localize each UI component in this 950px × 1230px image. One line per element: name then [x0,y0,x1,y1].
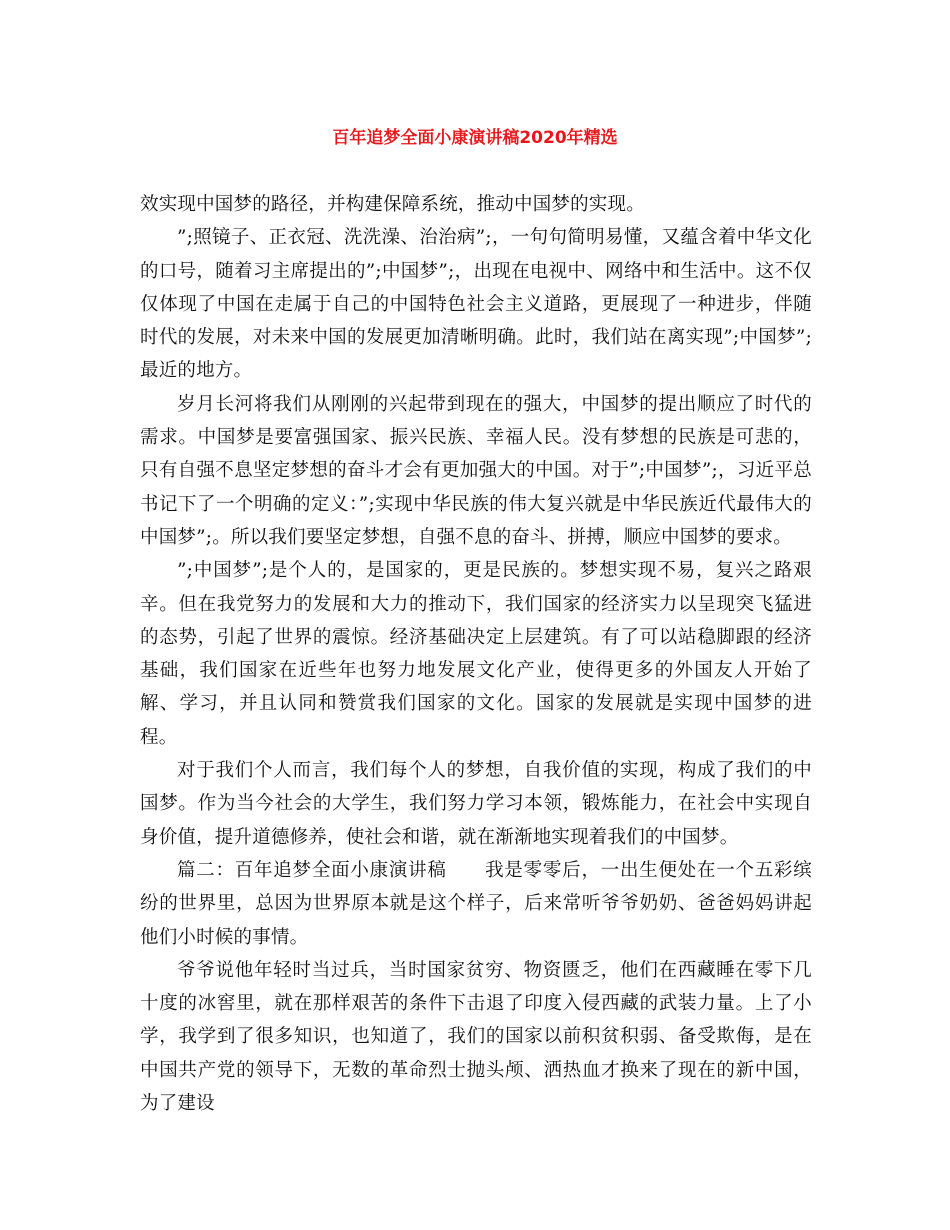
paragraph: ”;中国梦”;是个人的，是国家的，更是民族的。梦想实现不易，复兴之路艰辛。但在我党努力的发展和大力的推动下，我们国家的经济实力以呈现突飞猛进的态势，引起了世界的震惊。经济基础决定上层建筑。有了可以站稳脚跟的经济基础，我们国家在近些年也努力地发展文化产业，使得更多的外国友人开始了解、学习，并且认同和赞赏我们国家的文化。国家的发展就是实现中国梦的进程。 [140,560,812,748]
paragraph-continuation: 效实现中国梦的路径，并构建保障系统，推动中国梦的实现。 [140,194,645,215]
paragraph: 岁月长河将我们从刚刚的兴起带到现在的强大，中国梦的提出顺应了时代的需求。中国梦是要富强国家、振兴民族、幸福人民。没有梦想的民族是可悲的，只有自强不息坚定梦想的奋斗才会有更加强大的中国。对于”;中国梦”;，习近平总书记下了一个明确的定义：”;实现中华民族的伟大复兴就是中华民族近代最伟大的中国梦”;。所以我们要坚定梦想，自强不息的奋斗、拼搏，顺应中国梦的要求。 [140,393,812,548]
paragraph: 爷爷说他年轻时当过兵，当时国家贫穷、物资匮乏，他们在西藏睡在零下几十度的冰窖里，就在那样艰苦的条件下击退了印度入侵西藏的武装力量。上了小学，我学到了很多知识，也知道了，我们的国家以前积贫积弱、备受欺侮，是在中国共产党的领导下，无数的革命烈士抛头颅、洒热血才换来了现在的新中国，为了建设 [140,959,812,1115]
paragraph: ”;照镜子、正衣冠、洗洗澡、治治病”;，一句句简明易懂，又蕴含着中华文化的口号，随着习主席提出的”;中国梦”;，出现在电视中、网络中和生活中。这不仅仅体现了中国在走属于自己的中国特色社会主义道路，更展现了一种进步，伴随时代的发展，对未来中国的发展更加清晰明确。此时，我们站在离实现”;中国梦”;最近的地方。 [140,227,812,382]
document-body [140,188,812,1120]
document-title: 百年追梦全面小康演讲稿2020年精选 [332,128,618,148]
paragraph: 篇二：百年追梦全面小康演讲稿 我是零零后，一出生便处在一个五彩缤纷的世界里，总因为世界原本就是这个样子，后来常听爷爷奶奶、爸爸妈妈讲起他们小时候的事情。 [140,859,812,948]
paragraph: 对于我们个人而言，我们每个人的梦想，自我价值的实现，构成了我们的中国梦。作为当今社会的大学生，我们努力学习本领，锻炼能力，在社会中实现自身价值，提升道德修养，使社会和谐，就在渐渐地实现着我们的中国梦。 [140,760,812,848]
